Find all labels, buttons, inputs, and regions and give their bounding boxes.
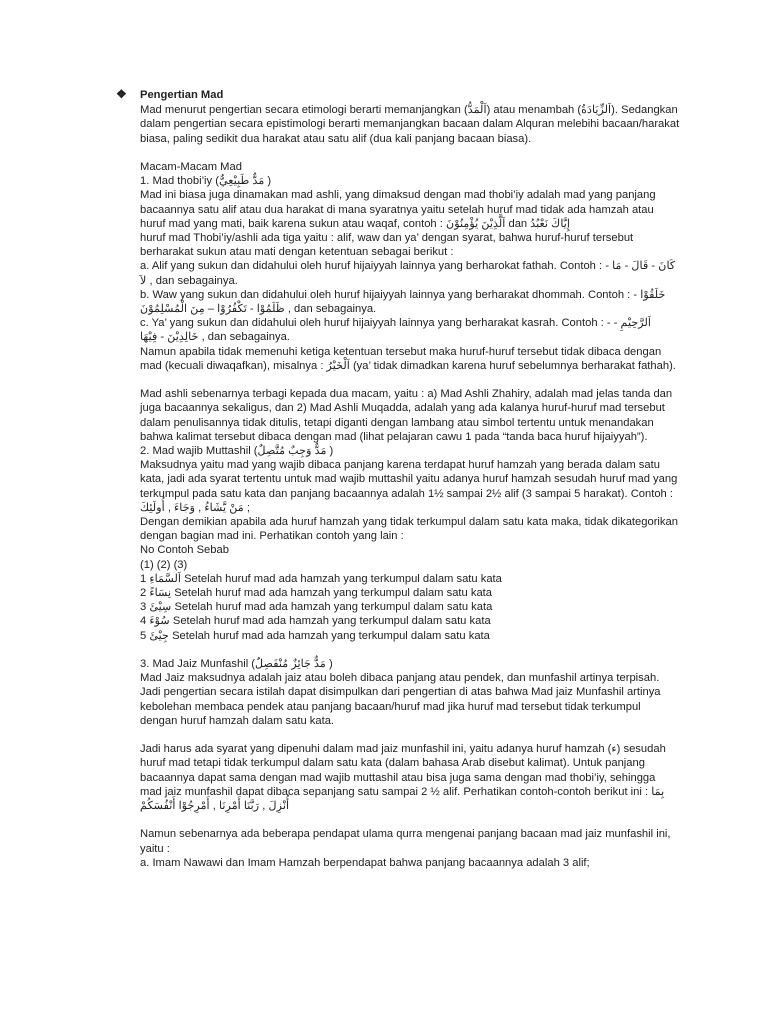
mad-ashli-paragraph: Mad ashli sebenarnya terbagi kepada dua macam, yaitu : a) Mad Ashli Zhahiry, adalah mad jelas tanda dan juga bacaannya sekaligus, dan 2) Mad Ashli Muqadda, adalah yang ada kalanya huruf-huruf mad tersebut dalam penulisannya tidak ditulis, tetapi diganti dengan lambang atau simbol tertentu untuk menandakan bahwa kalimat tersebut dibaca dengan mad (lihat pelajaran cawu 1 pada “tanda baca huruf hijaiyyah”).: [140, 388, 673, 443]
mad-thobiiy-c: c. Ya’ yang sukun dan didahului oleh huruf hijaiyyah lainnya yang berharakat kasrah. Contoh : - اَلرَّحِيْمِ - خَالِدِيْنَ - فِيْهَا , dan sebagainya.: [140, 317, 651, 344]
mad-thobiiy-desc: Mad ini biasa juga dinamakan mad ashli, yang dimaksud dengan mad thobi’iy adalah mad yang panjang bacaannya satu alif atau dua harakat di mana syaratnya yaitu setelah huruf mad tidak ada hamzah atau huruf mad yang mati, baik karena sukun atau waqaf, contoh : اَلَّذِيْنَ يُؤْمِنُوْنَ dan إِيَّاكَ نَعْبُدُ: [140, 189, 656, 230]
mad-wajib-desc: Maksudnya yaitu mad yang wajib dibaca panjang karena terdapat huruf hamzah yang berada dalam satu kata, jadi ada syarat tertentu untuk mad wajib muttashil yaitu adanya huruf hamzah sesudah huruf mad yang terkumpul pada satu kata dan panjang bacaannya adalah 1½ sampai 2½ alif (3 sampai 5 harakat). Contoh : مَنْ يَّشَاءُ , وَجَاءَ , أُولَئِكَ ;: [140, 459, 678, 514]
spacer: [140, 813, 680, 827]
mad-jaiz-a: a. Imam Nawawi dan Imam Hamzah berpendapat bahwa panjang bacaannya adalah 3 alif;: [140, 856, 590, 869]
mad-thobiiy-title: 1. Mad thobi’iy (مَدٌّ طَبِيْعِيٌّ ): [140, 175, 272, 188]
spacer: [140, 728, 680, 742]
table-row: 3 سِيْئَ Setelah huruf mad ada hamzah yang terkumpul dalam satu kata: [140, 601, 493, 614]
paragraph-intro: Mad menurut pengertian secara etimologi berarti memanjangkan (اَلْمَدُّ) atau menambah (اَلزِّيَادَةُ). Sedangkan dalam pengertian secara epistimologi berarti memanjangkan bacaan dalam Alquran melebihi bacaan/harakat biasa, paling sedikit dua harakat atau satu alif (dua kali panjang bacaan biasa).: [140, 104, 680, 145]
document-body: [116, 87, 680, 870]
heading-title: Pengertian Mad: [140, 89, 224, 101]
table-row: 1 اَلسَّمَاءِ Setelah huruf mad ada hamzah yang terkumpul dalam satu kata: [140, 572, 502, 585]
table-row: 5 جِيْئَ Setelah huruf mad ada hamzah yang terkumpul dalam satu kata: [140, 629, 490, 642]
paragraph-macam: Macam-Macam Mad: [140, 161, 242, 173]
mad-thobiiy-namun: Namun apabila tidak memenuhi ketiga ketentuan tersebut maka huruf-huruf tersebut tidak dibaca dengan mad (kecuali diwaqafkan), misalnya : اَلْخَيْرُ (ya’ tidak dimadkan karena huruf sebelumnya berharakat fathah).: [140, 345, 676, 372]
spacer: [140, 146, 680, 160]
mad-jaiz-title: 3. Mad Jaiz Munfashil (مَدٌّ جَائِزٌ مُنْفَصِلٌ ): [140, 658, 333, 671]
mad-jaiz-syarat: Jadi harus ada syarat yang dipenuhi dalam mad jaiz munfashil ini, yaitu adanya huruf hamzah (ء) sesudah huruf mad tetapi tidak terkumpul dalam satu kata (dalam bahasa Arab disebut kalimat). Untuk panjang bacaannya dapat sama dengan mad wajib muttashil atau bisa juga sama dengan mad thobi’iy, sehingga mad jaiz munfashil dapat dibaca sepanjang satu sampai 2 ½ alif. Perhatikan contoh-contoh berikut ini : بِمَا أُنْزِلَ , رَبَّنَا أَمْرِنَا , أَمْرِجُوْا أَنْفُسَكُمْ: [140, 743, 666, 813]
spacer: [140, 643, 680, 657]
mad-thobiiy-huruf: huruf mad Thobi’iy/ashli ada tiga yaitu : alif, waw dan ya’ dengan syarat, bahwa huruf-huruf tersebut berharakat sukun atau mati dengan ketentuan sebagai berikut :: [140, 232, 634, 259]
table-row: 4 سُوْءَ Setelah huruf mad ada hamzah yang terkumpul dalam satu kata: [140, 615, 491, 628]
table-col-numbers: (1) (2) (3): [140, 558, 188, 571]
mad-thobiiy-b: b. Waw yang sukun dan didahului oleh huruf hijaiyyah lainnya yang berharakat dhommah. Contoh : خَلَقُوْا - ظَلَمُوْا - تَكْفُرُوْا – مِنَ الْمُسْلِمُوْنَ , dan sebagainya.: [140, 288, 666, 316]
table-header: No Contoh Sebab: [140, 544, 229, 557]
spacer: [140, 373, 680, 387]
table-row: 2 نِسَاءً Setelah huruf mad ada hamzah yang terkumpul dalam satu kata: [140, 587, 493, 600]
mad-wajib-dengan: Dengan demikian apabila ada huruf hamzah yang tidak terkumpul dalam satu kata maka, tidak dikategorikan dengan bagian mad ini. Perhatikan contoh yang lain :: [140, 516, 678, 543]
mad-thobiiy-a: a. Alif yang sukun dan didahului oleh huruf hijaiyyah lainnya yang berharokat fathah. Contoh : كَانَ - قَالَ - مَا - لاَ , dan sebagainya.: [140, 260, 676, 287]
mad-wajib-title: 2. Mad wajib Muttashil (مَدٌّ وَجِبٌ مُتَّصِلٌ ): [140, 445, 334, 458]
mad-jaiz-desc: Mad Jaiz maksudnya adalah jaiz atau boleh dibaca panjang atau pendek, dan munfashil artinya terpisah. Jadi pengertian secara istilah dapat disimpulkan dari pengertian di atas bahwa Mad jaiz Munfashil artinya kebolehan membaca pendek atau panjang bacaan/huruf mad jika huruf mad tersebut tidak terkumpul dengan huruf hamzah dalam satu kata.: [140, 672, 661, 727]
section-heading: [116, 87, 680, 102]
mad-jaiz-namun: Namun sebenarnya ada beberapa pendapat ulama qurra mengenai panjang bacaan mad jaiz munfashil ini, yaitu :: [140, 828, 671, 855]
diamond-bullet-icon: ❖: [116, 87, 127, 101]
